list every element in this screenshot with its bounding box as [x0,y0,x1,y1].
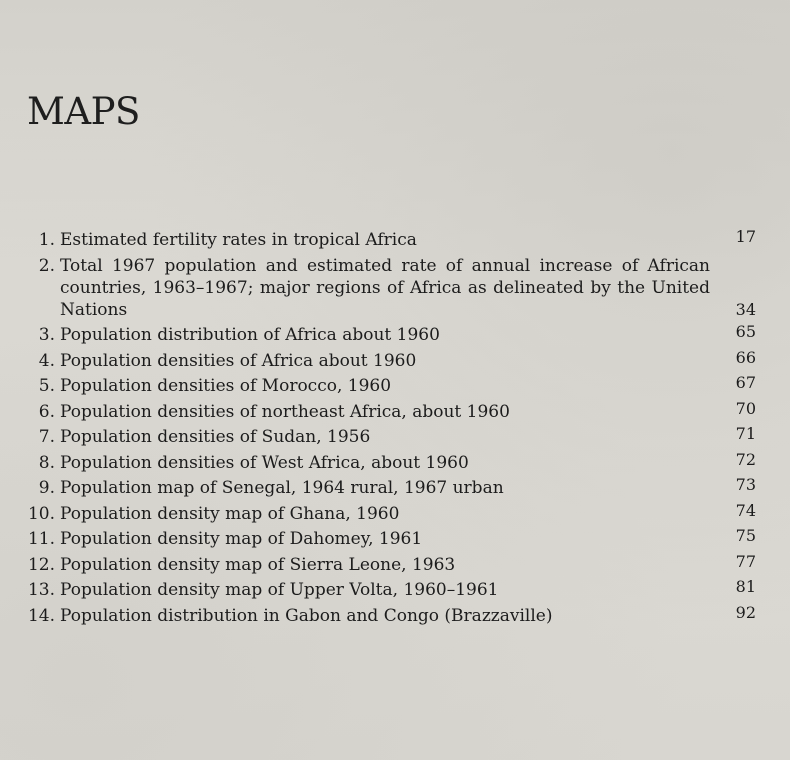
entry-page-number: 67 [735,373,756,392]
entry-number: 13. [27,580,55,600]
entry-title: Population densities of Africa about 1960 [60,350,417,371]
entry-title: Population densities of Morocco, 1960 [60,376,392,396]
entry-number: 3. [38,325,55,345]
entry-title: Population density map of Upper Volta, 1960–1961 [60,580,499,600]
list-entry [0,528,790,550]
list-entry [0,375,790,397]
entry-page-number: 71 [735,424,756,443]
entry-title: Total 1967 population and estimated rate of annual increase of African countries, 1963–1967; major regions of Africa as delineated by the United Nations [60,255,710,320]
entry-number: 14. [27,605,55,626]
list-entry [0,579,790,601]
maps-list [0,229,790,630]
entry-title: Population density map of Sierra Leone, 1963 [60,554,456,575]
entry-number: 7. [38,427,55,447]
page-title: MAPS [27,90,140,133]
entry-title: Population density map of Ghana, 1960 [60,503,400,524]
entry-number: 5. [38,376,55,396]
entry-page-number: 17 [735,227,756,246]
entry-number: 4. [38,350,55,371]
entry-title: Population densities of Sudan, 1956 [60,427,371,447]
list-entry [0,477,790,499]
entry-number: 6. [38,401,55,422]
entry-page-number: 77 [735,551,756,571]
entry-title: Population density map of Dahomey, 1961 [60,529,423,549]
entry-title: Population distribution of Africa about 1960 [60,325,440,345]
list-entry [0,602,790,627]
entry-page-number: 81 [735,577,756,596]
list-entry [0,255,790,321]
entry-page-number: 34 [735,299,756,319]
entry-number: 1. [38,230,55,250]
list-entry [0,347,790,372]
entry-number: 2. [38,255,55,276]
entry-page-number: 66 [735,347,756,367]
list-entry [0,324,790,346]
entry-page-number: 73 [735,475,756,494]
entry-number: 9. [38,478,55,498]
list-entry [0,449,790,474]
entry-page-number: 75 [735,526,756,545]
entry-page-number: 92 [735,602,756,622]
entry-number: 10. [27,503,55,524]
list-entry [0,398,790,423]
entry-page-number: 74 [735,500,756,520]
entry-number: 11. [27,529,55,549]
entry-page-number: 72 [735,449,756,469]
entry-title: Population distribution in Gabon and Congo (Brazzaville) [60,605,553,626]
list-entry [0,500,790,525]
entry-page-number: 70 [735,398,756,418]
list-entry [0,426,790,448]
entry-number: 8. [38,452,55,473]
list-entry [0,229,790,251]
entry-number: 12. [27,554,55,575]
entry-title: Population densities of West Africa, about 1960 [60,452,469,473]
entry-title: Population map of Senegal, 1964 rural, 1967 urban [60,478,504,498]
entry-title: Estimated fertility rates in tropical Africa [60,230,417,250]
list-entry [0,551,790,576]
entry-page-number: 65 [735,322,756,341]
entry-title: Population densities of northeast Africa, about 1960 [60,401,510,422]
